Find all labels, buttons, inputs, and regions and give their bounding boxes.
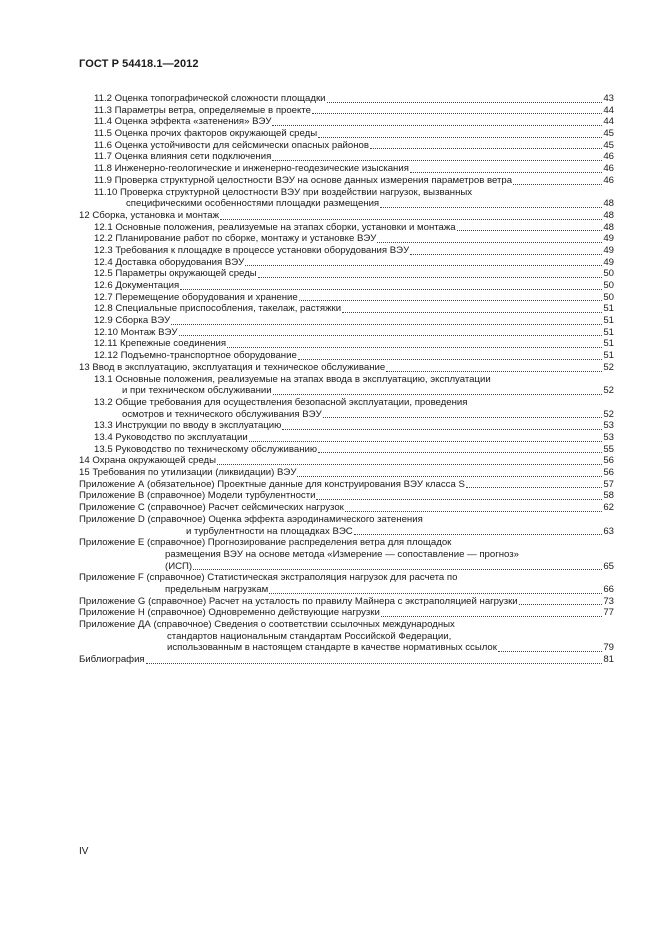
- toc-entry-title: 12.8 Специальные приспособления, такелаж, растяжки: [94, 303, 342, 315]
- toc-entry[interactable]: [79, 116, 614, 128]
- toc-entry[interactable]: [79, 268, 614, 280]
- toc-entry-page: 73: [603, 595, 614, 607]
- toc-entry-title: 13.2 Общие требования для осуществления безопасной эксплуатации, проведения: [94, 396, 468, 408]
- toc-entry-title: Приложение ДА (справочное) Сведения о соответствии ссылочных международных: [79, 619, 455, 631]
- dot-leader: [386, 363, 602, 372]
- toc-entry-page: 49: [603, 256, 614, 268]
- toc-entry-page: 51: [603, 338, 614, 350]
- dot-leader: [370, 140, 602, 149]
- toc-entry[interactable]: [79, 327, 614, 339]
- toc-entry-page: 44: [603, 116, 614, 128]
- toc-entry-title: 11.5 Оценка прочих факторов окружающей среды: [94, 128, 318, 140]
- dot-leader: [519, 596, 603, 605]
- dot-leader: [282, 421, 602, 430]
- dot-leader: [457, 222, 603, 231]
- toc-entry-title: 12.3 Требования к площадке в процессе установки оборудования ВЭУ: [94, 244, 410, 256]
- page-number: IV: [79, 846, 89, 857]
- toc-entry-title: 11.3 Параметры ветра, определяемые в проекте: [94, 104, 311, 116]
- toc-entry-page: 46: [603, 151, 614, 163]
- toc-entry[interactable]: [79, 292, 614, 304]
- dot-leader: [345, 503, 602, 512]
- toc-entry-page: 55: [603, 443, 614, 455]
- toc-entry-title: Приложение F (справочное) Статистическая экстраполяция нагрузок для расчета по: [79, 572, 458, 584]
- dot-leader: [220, 211, 602, 220]
- toc-entry-title: 11.4 Оценка эффекта «затенения» ВЭУ: [94, 116, 272, 128]
- toc-entry-title: Приложение H (справочное) Одновременно действующие нагрузки: [79, 607, 380, 619]
- toc-entry[interactable]: [79, 596, 614, 608]
- toc-entry-title: 11.7 Оценка влияния сети подключения: [94, 151, 272, 163]
- toc-entry-page: 53: [603, 420, 614, 432]
- toc-entry-title: 13 Ввод в эксплуатацию, эксплуатация и техническое обслуживание: [79, 361, 386, 373]
- toc-entry[interactable]: [79, 350, 614, 362]
- toc-entry-title: размещения ВЭУ на основе метода «Измерение — сопоставление — прогноз»: [165, 548, 519, 560]
- dot-leader: [354, 526, 603, 535]
- toc-entry-title: 14 Охрана окружающей среды: [79, 455, 216, 467]
- toc-entry[interactable]: [79, 280, 614, 292]
- toc-entry-page: 51: [603, 350, 614, 362]
- toc-entry-title: 13.1 Основные положения, реализуемые на этапах ввода в эксплуатацию, эксплуатации: [94, 373, 491, 385]
- toc-entry-page: 79: [603, 642, 614, 654]
- toc-entry-title: 12.6 Документация: [94, 280, 180, 292]
- dot-leader: [146, 655, 603, 664]
- toc-entry-page: 50: [603, 268, 614, 280]
- toc-entry[interactable]: [79, 257, 614, 269]
- toc-entry-page: 46: [603, 174, 614, 186]
- dot-leader: [217, 456, 602, 465]
- toc-entry-title: 12.11 Крепежные соединения: [94, 338, 227, 350]
- toc-entry-title: Приложение В (справочное) Модели турбулентности: [79, 490, 316, 502]
- toc-entry-title: Приложение D (справочное) Оценка эффекта аэродинамического затенения: [79, 513, 423, 525]
- toc-entry[interactable]: [79, 233, 614, 245]
- dot-leader: [298, 351, 603, 360]
- dot-leader: [245, 257, 602, 266]
- toc-entry[interactable]: [79, 303, 614, 315]
- toc-entry[interactable]: [79, 420, 614, 432]
- dot-leader: [297, 468, 602, 477]
- dot-leader: [193, 561, 602, 570]
- toc-entry[interactable]: [79, 245, 614, 257]
- toc-entry-title: 15 Требования по утилизации (ликвидации) ВЭУ: [79, 467, 297, 479]
- toc-entry[interactable]: [79, 105, 614, 117]
- toc-entry-page: 50: [603, 280, 614, 292]
- toc-entry-title: специфическими особенностями площадки размещения: [126, 198, 380, 210]
- toc-entry[interactable]: [79, 490, 614, 502]
- toc-entry-page: 46: [603, 163, 614, 175]
- toc-entry-title: 11.6 Оценка устойчивости для сейсмически опасных районов: [94, 139, 369, 151]
- toc-entry[interactable]: [79, 397, 614, 420]
- dot-leader: [269, 585, 602, 594]
- toc-entry[interactable]: [79, 374, 614, 397]
- toc-entry[interactable]: [79, 140, 614, 152]
- dot-leader: [498, 643, 602, 652]
- toc-entry[interactable]: [79, 479, 614, 491]
- toc-entry-page: 56: [603, 455, 614, 467]
- dot-leader: [273, 386, 603, 395]
- toc-entry-title: 12.5 Параметры окружающей среды: [94, 268, 257, 280]
- toc-entry-page: 66: [603, 583, 614, 595]
- toc-entry-page: 45: [603, 139, 614, 151]
- toc-entry-title: стандартов национальным стандартам Российской Федерации,: [167, 630, 452, 642]
- toc-entry-title: 12.9 Сборка ВЭУ: [94, 315, 171, 327]
- toc-entry-title: Приложение С (справочное) Расчет сейсмических нагрузок: [79, 502, 344, 514]
- toc-entry-title: 13.4 Руководство по эксплуатации: [94, 431, 248, 443]
- dot-leader: [318, 444, 602, 453]
- toc-entry-title: Приложение G (справочное) Расчет на усталость по правилу Майнера с экстраполяцией нагрузки: [79, 595, 518, 607]
- toc-entry[interactable]: [79, 222, 614, 234]
- toc-entry[interactable]: [79, 432, 614, 444]
- toc-entry[interactable]: [79, 175, 614, 187]
- toc-entry-title: 12.2 Планирование работ по сборке, монтажу и установке ВЭУ: [94, 233, 377, 245]
- toc-entry-page: 63: [603, 525, 614, 537]
- toc-entry-page: 52: [603, 361, 614, 373]
- table-of-contents: [79, 93, 614, 666]
- dot-leader: [179, 327, 603, 336]
- dot-leader: [316, 491, 602, 500]
- toc-entry-title: 12.10 Монтаж ВЭУ: [94, 326, 178, 338]
- dot-leader: [249, 433, 603, 442]
- toc-entry[interactable]: [79, 187, 614, 210]
- toc-entry-page: 48: [603, 221, 614, 233]
- toc-entry[interactable]: [79, 455, 614, 467]
- dot-leader: [513, 176, 602, 185]
- toc-entry[interactable]: [79, 338, 614, 350]
- toc-entry-page: 58: [603, 490, 614, 502]
- toc-entry-page: 45: [603, 128, 614, 140]
- toc-entry[interactable]: [79, 572, 614, 595]
- dot-leader: [410, 246, 602, 255]
- toc-entry-page: 44: [603, 104, 614, 116]
- toc-entry-title: 11.2 Оценка топографической сложности площадки: [94, 93, 326, 104]
- dot-leader: [227, 339, 602, 348]
- toc-entry-page: 51: [603, 315, 614, 327]
- toc-entry-page: 49: [603, 244, 614, 256]
- toc-entry-page: 62: [603, 502, 614, 514]
- toc-entry-title: 12.4 Доставка оборудования ВЭУ: [94, 256, 245, 268]
- toc-entry-page: 51: [603, 303, 614, 315]
- toc-entry[interactable]: [79, 315, 614, 327]
- dot-leader: [380, 199, 602, 208]
- toc-entry[interactable]: [79, 537, 614, 572]
- toc-entry-title: 11.10 Проверка структурной целостности ВЭУ при воздействии нагрузок, вызванных: [94, 186, 473, 198]
- toc-entry-page: 43: [603, 93, 614, 104]
- toc-entry-title: предельным нагрузкам: [165, 583, 269, 595]
- toc-entry-title: использованным в настоящем стандарте в качестве нормативных ссылок: [167, 642, 497, 654]
- toc-entry-page: 53: [603, 431, 614, 443]
- toc-entry[interactable]: [79, 128, 614, 140]
- toc-entry-title: Библиография: [79, 654, 145, 666]
- toc-entry-title: и турбулентности на площадках ВЭС: [186, 525, 353, 537]
- toc-entry[interactable]: [79, 654, 614, 666]
- toc-entry-page: 49: [603, 233, 614, 245]
- dot-leader: [323, 409, 603, 418]
- toc-entry[interactable]: [79, 514, 614, 537]
- toc-entry-title: 13.5 Руководство по техническому обслуживанию: [94, 443, 318, 455]
- toc-entry-page: 65: [603, 560, 614, 572]
- toc-entry-title: Приложение А (обязательное) Проектные данные для конструирования ВЭУ класса S: [79, 478, 465, 490]
- toc-entry-page: 56: [603, 467, 614, 479]
- toc-entry-title: осмотров и технического обслуживания ВЭУ: [122, 408, 322, 420]
- toc-entry[interactable]: [79, 607, 614, 619]
- toc-entry-title: 12.12 Подъемно-транспортное оборудование: [94, 350, 297, 362]
- toc-entry-title: 11.8 Инженерно-геологические и инженерно-геодезические изыскания: [94, 163, 409, 175]
- toc-entry-title: 12 Сборка, установка и монтаж: [79, 209, 220, 221]
- dot-leader: [466, 479, 602, 488]
- toc-entry-page: 50: [603, 291, 614, 303]
- dot-leader: [180, 281, 602, 290]
- toc-entry-page: 48: [603, 209, 614, 221]
- dot-leader: [342, 304, 602, 313]
- toc-entry-title: (ИСП): [165, 560, 193, 572]
- toc-entry[interactable]: [79, 93, 614, 105]
- toc-entry[interactable]: [79, 362, 614, 374]
- toc-entry[interactable]: [79, 210, 614, 222]
- toc-entry-page: 48: [603, 198, 614, 210]
- dot-leader: [272, 152, 602, 161]
- toc-entry[interactable]: [79, 502, 614, 514]
- dot-leader: [381, 608, 602, 617]
- toc-entry[interactable]: [79, 444, 614, 456]
- toc-entry-title: 11.9 Проверка структурной целостности ВЭУ на основе данных измерения параметров ветра: [94, 174, 513, 186]
- dot-leader: [318, 129, 602, 138]
- dot-leader: [377, 234, 602, 243]
- dot-leader: [272, 117, 602, 126]
- toc-entry[interactable]: [79, 163, 614, 175]
- toc-entry-title: 12.1 Основные положения, реализуемые на этапах сборки, установки и монтажа: [94, 221, 456, 233]
- toc-entry-page: 77: [603, 607, 614, 619]
- toc-entry-title: 12.7 Перемещение оборудования и хранение: [94, 291, 298, 303]
- dot-leader: [258, 269, 603, 278]
- dot-leader: [171, 316, 602, 325]
- toc-entry[interactable]: [79, 151, 614, 163]
- dot-leader: [327, 94, 603, 103]
- toc-entry-page: 81: [603, 654, 614, 666]
- toc-entry-page: 52: [603, 408, 614, 420]
- toc-entry-title: Приложение Е (справочное) Прогнозирование распределения ветра для площадок: [79, 537, 452, 549]
- dot-leader: [312, 105, 602, 114]
- dot-leader: [299, 292, 603, 301]
- toc-entry-title: 13.3 Инструкции по вводу в эксплуатацию: [94, 420, 282, 432]
- toc-entry[interactable]: [79, 619, 614, 654]
- document-header: ГОСТ Р 54418.1—2012: [79, 58, 199, 70]
- toc-entry-page: 52: [603, 385, 614, 397]
- toc-entry-page: 57: [603, 478, 614, 490]
- toc-entry-title: и при техническом обслуживании: [122, 385, 272, 397]
- toc-entry-page: 51: [603, 326, 614, 338]
- dot-leader: [410, 164, 602, 173]
- toc-entry[interactable]: [79, 467, 614, 479]
